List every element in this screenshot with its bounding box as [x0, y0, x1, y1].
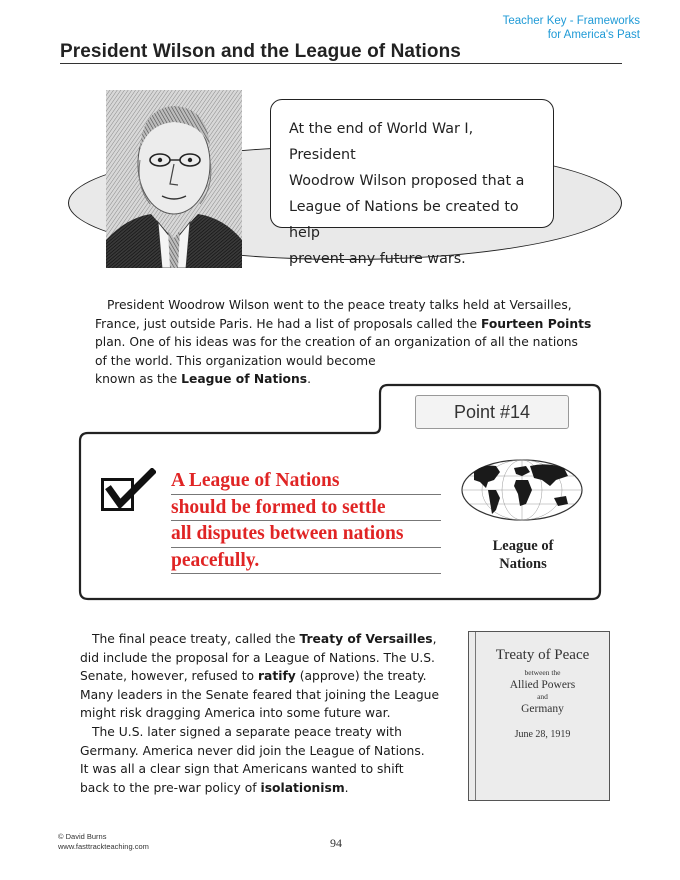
ratify-term: ratify [257, 669, 296, 684]
point-number-label: Point #14 [415, 395, 569, 429]
treaty-book-party2: Germany [521, 703, 564, 715]
teacher-key-label [503, 14, 640, 42]
treaty-book-date: June 28, 1919 [514, 729, 571, 740]
point-line3: all disputes between nations [171, 521, 441, 548]
treaty-book-cover [468, 631, 610, 801]
point-line1: A League of Nations [171, 468, 441, 495]
world-map-icon [460, 458, 584, 522]
treaty-book-between: between the [524, 668, 561, 677]
treaty-book-front [475, 632, 609, 800]
treaty-line7: Germany. America never did join the League of Nations. [80, 743, 425, 758]
speech-line4: prevent any future wars. [289, 251, 466, 267]
league-of-nations-term: League of Nations [181, 372, 308, 387]
treaty-line9-text: back to the pre-war policy of [80, 780, 261, 795]
treaty-book-party1: Allied Powers [509, 679, 576, 691]
league-of-nations-caption [474, 537, 572, 573]
point-line4: peacefully. [171, 548, 441, 575]
intro-line3: plan. One of his ideas was for the creation of an organization of all the nations [95, 335, 578, 350]
intro-line1: President Woodrow Wilson went to the peace treaty talks held at Versailles, [107, 298, 572, 312]
caption-line1: League of [492, 538, 554, 554]
treaty-line4: Many leaders in the Senate feared that joining the League [80, 687, 440, 702]
checkmark-icon [104, 468, 156, 516]
footer-copyright: © David Burns [58, 832, 107, 841]
fourteen-points-term: Fourteen Points [480, 316, 592, 331]
treaty-line3-end: (approve) the treaty. [295, 669, 427, 684]
treaty-line1-end: , [432, 632, 437, 646]
treaty-line9-end: . [344, 780, 349, 795]
footer-credits [58, 832, 149, 852]
treaty-book-title: Treaty of Peace [495, 647, 590, 663]
isolationism-term: isolationism [260, 780, 345, 795]
speech-line1: At the end of World War I, President [289, 121, 474, 163]
treaty-line6: The U.S. later signed a separate peace treaty with [92, 724, 402, 739]
treaty-line3 [80, 667, 460, 686]
treaty-line8: It was all a clear sign that Americans wanted to shift [80, 762, 404, 777]
intro-line5-end: . [307, 372, 311, 387]
speech-line3: League of Nations be created to help [289, 199, 519, 241]
teacher-key-line1: Teacher Key - Frameworks [502, 15, 640, 27]
point-line2: should be formed to settle [171, 495, 441, 522]
intro-line4: of the world. This organization would become [95, 353, 376, 368]
intro-line2-text: France, just outside Paris. He had a list of proposals called the [95, 316, 481, 331]
point-14-statement [171, 468, 441, 574]
treaty-book-and: and [537, 692, 548, 701]
page-title: President Wilson and the League of Nations [60, 41, 461, 62]
title-divider [60, 63, 622, 64]
treaty-paragraph [80, 630, 460, 797]
footer-website: www.fasttrackteaching.com [58, 842, 149, 851]
intro-line2 [95, 315, 605, 334]
teacher-key-line2: for America's Past [547, 29, 640, 41]
treaty-line5: might risk dragging America into some future war. [80, 706, 391, 721]
treaty-line1-text: The final peace treaty, called the [92, 632, 300, 646]
speech-bubble [270, 99, 554, 267]
wilson-portrait-image [106, 90, 242, 268]
treaty-line9 [80, 779, 460, 798]
treaty-of-versailles-term: Treaty of Versailles [299, 632, 433, 646]
intro-line5-text: known as the [95, 372, 182, 387]
treaty-line3-text: Senate, however, refused to [80, 669, 258, 684]
speech-line2: Woodrow Wilson proposed that a [289, 173, 525, 189]
treaty-line1 [80, 630, 460, 649]
intro-paragraph [95, 296, 605, 389]
treaty-line2: did include the proposal for a League of Nations. The U.S. [80, 650, 435, 665]
caption-line2: Nations [499, 556, 547, 572]
page-number: 94 [330, 836, 342, 850]
